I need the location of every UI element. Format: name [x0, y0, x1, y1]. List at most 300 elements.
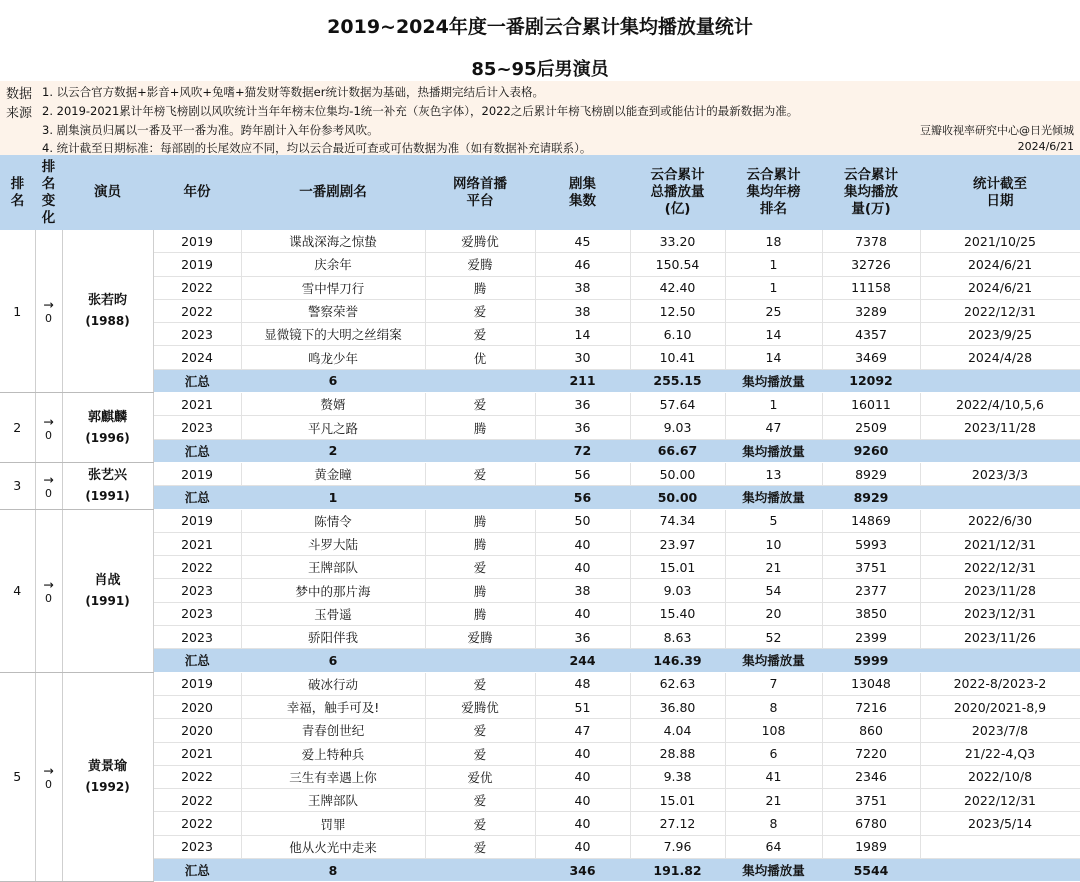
- year-cell: 2023: [153, 416, 241, 439]
- drama-title-cell: 玉骨遥: [241, 602, 425, 625]
- summary-count: 2: [241, 439, 425, 462]
- avg-rank-cell: 8: [725, 695, 822, 718]
- summary-episodes: 346: [535, 859, 630, 882]
- total-views-cell: 9.03: [630, 579, 725, 602]
- header-rank: [0, 155, 35, 230]
- total-views-cell: 57.64: [630, 393, 725, 416]
- episodes-cell: 36: [535, 626, 630, 649]
- avg-views-cell: 2509: [822, 416, 920, 439]
- header-label: 云合累计集均播放量(万): [844, 167, 898, 217]
- table-row: [0, 695, 1080, 718]
- platform-cell: 爱: [425, 299, 535, 322]
- avg-views-cell: 3469: [822, 346, 920, 369]
- avg-views-cell: 4357: [822, 323, 920, 346]
- avg-rank-cell: 14: [725, 323, 822, 346]
- summary-row: [0, 369, 1080, 392]
- platform-cell: 爱腾优: [425, 695, 535, 718]
- episodes-cell: 40: [535, 602, 630, 625]
- table-row: [0, 602, 1080, 625]
- stats-table: [0, 155, 1080, 882]
- total-views-cell: 33.20: [630, 230, 725, 253]
- total-views-cell: 12.50: [630, 299, 725, 322]
- drama-title-cell: 爱上特种兵: [241, 742, 425, 765]
- summary-count: 6: [241, 369, 425, 392]
- arrow-right-icon: →: [43, 576, 54, 592]
- avg-rank-cell: 21: [725, 789, 822, 812]
- actor-birth-year: (1988): [85, 314, 130, 329]
- platform-cell: 优: [425, 346, 535, 369]
- table-row: [0, 416, 1080, 439]
- platform-cell: 腾: [425, 602, 535, 625]
- actor-cell: [62, 462, 153, 509]
- summary-platform: [425, 649, 535, 672]
- episodes-cell: 47: [535, 719, 630, 742]
- avg-views-cell: 3289: [822, 299, 920, 322]
- year-cell: 2023: [153, 835, 241, 858]
- actor-birth-year: (1992): [85, 779, 130, 794]
- drama-title-cell: 显微镜下的大明之丝绢案: [241, 323, 425, 346]
- header-total-views: [630, 155, 725, 230]
- summary-avg: 8929: [822, 486, 920, 509]
- note-line: 4. 统计截至日期标准：每部剧的长尾效应不同，均以云合最近可查或可估数据为准（如有数据补充请联系）。: [42, 141, 592, 155]
- table-row: [0, 299, 1080, 322]
- avg-rank-cell: 10: [725, 532, 822, 555]
- drama-title-cell: 破冰行动: [241, 672, 425, 695]
- change-value: 0: [45, 486, 52, 500]
- total-views-cell: 15.01: [630, 789, 725, 812]
- cutoff-date-cell: [920, 835, 1080, 858]
- drama-title-cell: 陈情令: [241, 509, 425, 532]
- total-views-cell: 15.40: [630, 602, 725, 625]
- cutoff-date-cell: 2023/5/14: [920, 812, 1080, 835]
- table-row: [0, 556, 1080, 579]
- episodes-cell: 30: [535, 346, 630, 369]
- cutoff-date-cell: 2022/10/8: [920, 765, 1080, 788]
- cutoff-date-cell: 21/22-4,Q3: [920, 742, 1080, 765]
- table-row: [0, 672, 1080, 695]
- avg-rank-cell: 1: [725, 253, 822, 276]
- table-row: [0, 789, 1080, 812]
- header-avg-rank: [725, 155, 822, 230]
- rank-change-cell: [35, 393, 62, 463]
- header-label: 剧集集数: [569, 175, 596, 209]
- actor-birth-year: (1991): [85, 488, 130, 503]
- summary-row: [0, 486, 1080, 509]
- avg-views-cell: 8929: [822, 462, 920, 485]
- arrow-right-icon: →: [43, 413, 54, 429]
- header-avg-views: [822, 155, 920, 230]
- episodes-cell: 14: [535, 323, 630, 346]
- summary-avg: 12092: [822, 369, 920, 392]
- avg-rank-cell: 20: [725, 602, 822, 625]
- avg-views-cell: 14869: [822, 509, 920, 532]
- avg-views-cell: 7216: [822, 695, 920, 718]
- avg-rank-cell: 54: [725, 579, 822, 602]
- table-row: [0, 532, 1080, 555]
- avg-rank-cell: 52: [725, 626, 822, 649]
- cutoff-date-cell: 2020/2021-8,9: [920, 695, 1080, 718]
- note-line: 1. 以云合官方数据+影音+风吹+兔嗜+猫发财等数据er统计数据为基础，热播期完结后计入表格。: [42, 85, 544, 99]
- year-cell: 2021: [153, 532, 241, 555]
- summary-count: 1: [241, 486, 425, 509]
- avg-views-cell: 2377: [822, 579, 920, 602]
- avg-views-cell: 2346: [822, 765, 920, 788]
- avg-views-cell: 1989: [822, 835, 920, 858]
- total-views-cell: 28.88: [630, 742, 725, 765]
- avg-views-cell: 13048: [822, 672, 920, 695]
- year-cell: 2019: [153, 230, 241, 253]
- summary-total: 191.82: [630, 859, 725, 882]
- year-cell: 2022: [153, 765, 241, 788]
- avg-rank-cell: 1: [725, 276, 822, 299]
- total-views-cell: 74.34: [630, 509, 725, 532]
- total-views-cell: 9.03: [630, 416, 725, 439]
- episodes-cell: 45: [535, 230, 630, 253]
- total-views-cell: 8.63: [630, 626, 725, 649]
- summary-avg-label: 集均播放量: [725, 439, 822, 462]
- header-platform: [425, 155, 535, 230]
- table-row: [0, 276, 1080, 299]
- year-cell: 2023: [153, 626, 241, 649]
- avg-rank-cell: 8: [725, 812, 822, 835]
- platform-cell: 爱: [425, 789, 535, 812]
- avg-views-cell: 16011: [822, 393, 920, 416]
- rank-change-cell: [35, 462, 62, 509]
- actor-name: 肖战: [94, 572, 121, 588]
- avg-rank-cell: 108: [725, 719, 822, 742]
- table-row: [0, 742, 1080, 765]
- cutoff-date-cell: 2023/12/31: [920, 602, 1080, 625]
- summary-episodes: 244: [535, 649, 630, 672]
- total-views-cell: 4.04: [630, 719, 725, 742]
- total-views-cell: 150.54: [630, 253, 725, 276]
- year-cell: 2019: [153, 509, 241, 532]
- platform-cell: 爱: [425, 835, 535, 858]
- drama-title-cell: 谍战深海之惊蛰: [241, 230, 425, 253]
- avg-rank-cell: 41: [725, 765, 822, 788]
- rank-cell: 4: [0, 509, 35, 672]
- header-label: 统计截至日期: [973, 175, 1027, 209]
- platform-cell: 爱: [425, 719, 535, 742]
- avg-rank-cell: 18: [725, 230, 822, 253]
- year-cell: 2022: [153, 556, 241, 579]
- avg-rank-cell: 5: [725, 509, 822, 532]
- year-cell: 2019: [153, 253, 241, 276]
- total-views-cell: 9.38: [630, 765, 725, 788]
- platform-cell: 腾: [425, 276, 535, 299]
- summary-platform: [425, 859, 535, 882]
- total-views-cell: 7.96: [630, 835, 725, 858]
- table-row: [0, 230, 1080, 253]
- actor-cell: [62, 509, 153, 672]
- change-value: 0: [45, 777, 52, 791]
- drama-title-cell: 警察荣誉: [241, 299, 425, 322]
- actor-cell: [62, 393, 153, 463]
- avg-rank-cell: 64: [725, 835, 822, 858]
- episodes-cell: 51: [535, 695, 630, 718]
- summary-platform: [425, 439, 535, 462]
- avg-views-cell: 7378: [822, 230, 920, 253]
- header-label: 演员: [94, 184, 121, 200]
- summary-row: [0, 859, 1080, 882]
- summary-label: 汇总: [153, 649, 241, 672]
- summary-avg: 9260: [822, 439, 920, 462]
- platform-cell: 爱: [425, 672, 535, 695]
- year-cell: 2023: [153, 323, 241, 346]
- rank-change-cell: [35, 672, 62, 882]
- platform-cell: 腾: [425, 416, 535, 439]
- episodes-cell: 38: [535, 276, 630, 299]
- summary-label: 汇总: [153, 486, 241, 509]
- cutoff-date-cell: 2024/6/21: [920, 276, 1080, 299]
- table-row: [0, 509, 1080, 532]
- drama-title-cell: 三生有幸遇上你: [241, 765, 425, 788]
- avg-rank-cell: 13: [725, 462, 822, 485]
- year-cell: 2024: [153, 346, 241, 369]
- cutoff-date-cell: 2022/6/30: [920, 509, 1080, 532]
- year-cell: 2022: [153, 299, 241, 322]
- episodes-cell: 40: [535, 532, 630, 555]
- drama-title-cell: 梦中的那片海: [241, 579, 425, 602]
- total-views-cell: 6.10: [630, 323, 725, 346]
- actor-name: 黄景瑜: [87, 758, 127, 774]
- episodes-cell: 48: [535, 672, 630, 695]
- summary-date: [920, 439, 1080, 462]
- avg-rank-cell: 21: [725, 556, 822, 579]
- platform-cell: 爱: [425, 462, 535, 485]
- year-cell: 2020: [153, 695, 241, 718]
- drama-title-cell: 黄金瞳: [241, 462, 425, 485]
- cutoff-date-cell: 2022/4/10,5,6: [920, 393, 1080, 416]
- total-views-cell: 36.80: [630, 695, 725, 718]
- table-row: [0, 765, 1080, 788]
- actor-cell: [62, 672, 153, 882]
- year-cell: 2021: [153, 742, 241, 765]
- cutoff-date-cell: 2023/9/25: [920, 323, 1080, 346]
- cutoff-date-cell: 2023/11/28: [920, 579, 1080, 602]
- header-episodes: [535, 155, 630, 230]
- cutoff-date-cell: 2023/11/28: [920, 416, 1080, 439]
- total-views-cell: 27.12: [630, 812, 725, 835]
- episodes-cell: 40: [535, 742, 630, 765]
- avg-views-cell: 32726: [822, 253, 920, 276]
- actor-birth-year: (1991): [85, 593, 130, 608]
- summary-date: [920, 369, 1080, 392]
- episodes-cell: 40: [535, 812, 630, 835]
- summary-total: 50.00: [630, 486, 725, 509]
- platform-cell: 爱: [425, 393, 535, 416]
- cutoff-date-cell: 2024/4/28: [920, 346, 1080, 369]
- drama-title-cell: 平凡之路: [241, 416, 425, 439]
- drama-title-cell: 赘婿: [241, 393, 425, 416]
- notes-panel: [0, 81, 1080, 155]
- summary-avg: 5544: [822, 859, 920, 882]
- platform-cell: 爱腾优: [425, 230, 535, 253]
- table-row: [0, 812, 1080, 835]
- avg-rank-cell: 6: [725, 742, 822, 765]
- header-label: 年份: [183, 184, 211, 200]
- summary-label: 汇总: [153, 369, 241, 392]
- avg-rank-cell: 47: [725, 416, 822, 439]
- cutoff-date-cell: 2022-8/2023-2: [920, 672, 1080, 695]
- header-label: 网络首播平台: [453, 175, 507, 209]
- cutoff-date-cell: 2024/6/21: [920, 253, 1080, 276]
- year-cell: 2019: [153, 672, 241, 695]
- summary-count: 8: [241, 859, 425, 882]
- episodes-cell: 38: [535, 299, 630, 322]
- note-line: 3. 剧集演员归属以一番及平一番为准。跨年剧计入年份参考风吹。: [42, 123, 379, 137]
- rank-cell: 3: [0, 462, 35, 509]
- drama-title-cell: 王牌部队: [241, 556, 425, 579]
- cutoff-date-cell: 2022/12/31: [920, 789, 1080, 812]
- episodes-cell: 38: [535, 579, 630, 602]
- summary-avg-label: 集均播放量: [725, 859, 822, 882]
- summary-platform: [425, 369, 535, 392]
- avg-views-cell: 7220: [822, 742, 920, 765]
- drama-title-cell: 骄阳伴我: [241, 626, 425, 649]
- summary-avg-label: 集均播放量: [725, 649, 822, 672]
- avg-rank-cell: 1: [725, 393, 822, 416]
- cutoff-date-cell: 2021/12/31: [920, 532, 1080, 555]
- header-rank-change: [35, 155, 62, 230]
- actor-birth-year: (1996): [85, 430, 130, 445]
- year-cell: 2019: [153, 462, 241, 485]
- page-subtitle: 85~95后男演员: [471, 59, 609, 80]
- summary-total: 146.39: [630, 649, 725, 672]
- episodes-cell: 40: [535, 765, 630, 788]
- platform-cell: 爱: [425, 556, 535, 579]
- total-views-cell: 15.01: [630, 556, 725, 579]
- header-drama-title: [241, 155, 425, 230]
- table-row: [0, 462, 1080, 485]
- avg-rank-cell: 7: [725, 672, 822, 695]
- cutoff-date-cell: 2023/11/26: [920, 626, 1080, 649]
- actor-name: 张艺兴: [87, 467, 127, 483]
- summary-avg-label: 集均播放量: [725, 486, 822, 509]
- table-row: [0, 579, 1080, 602]
- rank-cell: 5: [0, 672, 35, 882]
- avg-views-cell: 5993: [822, 532, 920, 555]
- avg-rank-cell: 25: [725, 299, 822, 322]
- platform-cell: 爱优: [425, 765, 535, 788]
- summary-total: 66.67: [630, 439, 725, 462]
- drama-title-cell: 幸福，触手可及!: [241, 695, 425, 718]
- summary-date: [920, 649, 1080, 672]
- summary-row: [0, 439, 1080, 462]
- change-value: 0: [45, 428, 52, 442]
- avg-views-cell: 3850: [822, 602, 920, 625]
- total-views-cell: 10.41: [630, 346, 725, 369]
- total-views-cell: 50.00: [630, 462, 725, 485]
- cutoff-date-cell: 2022/12/31: [920, 299, 1080, 322]
- source-credit: 豆瓣收视率研究中心@日光倾城: [920, 124, 1074, 137]
- summary-row: [0, 649, 1080, 672]
- stats-date: 2024/6/21: [1017, 140, 1074, 153]
- avg-views-cell: 11158: [822, 276, 920, 299]
- table-row: [0, 253, 1080, 276]
- total-views-cell: 23.97: [630, 532, 725, 555]
- summary-label: 汇总: [153, 439, 241, 462]
- table-row: [0, 835, 1080, 858]
- episodes-cell: 46: [535, 253, 630, 276]
- summary-count: 6: [241, 649, 425, 672]
- header-label: 一番剧剧名: [299, 184, 367, 200]
- summary-episodes: 56: [535, 486, 630, 509]
- header-row: [0, 155, 1080, 230]
- summary-episodes: 211: [535, 369, 630, 392]
- summary-date: [920, 486, 1080, 509]
- actor-cell: [62, 230, 153, 393]
- actor-name: 郭麒麟: [87, 409, 127, 425]
- header-cutoff-date: [920, 155, 1080, 230]
- total-views-cell: 62.63: [630, 672, 725, 695]
- platform-cell: 腾: [425, 579, 535, 602]
- avg-rank-cell: 14: [725, 346, 822, 369]
- avg-views-cell: 2399: [822, 626, 920, 649]
- arrow-right-icon: →: [43, 762, 54, 778]
- platform-cell: 爱: [425, 812, 535, 835]
- table-row: [0, 393, 1080, 416]
- platform-cell: 爱: [425, 323, 535, 346]
- drama-title-cell: 庆余年: [241, 253, 425, 276]
- year-cell: 2022: [153, 812, 241, 835]
- cutoff-date-cell: 2021/10/25: [920, 230, 1080, 253]
- page-title: 2019~2024年度一番剧云合累计集均播放量统计: [327, 16, 753, 38]
- summary-avg-label: 集均播放量: [725, 369, 822, 392]
- drama-title-cell: 斗罗大陆: [241, 532, 425, 555]
- header-label: 云合累计总播放量(亿): [650, 167, 705, 217]
- summary-avg: 5999: [822, 649, 920, 672]
- episodes-cell: 40: [535, 789, 630, 812]
- year-cell: 2020: [153, 719, 241, 742]
- change-value: 0: [45, 312, 52, 326]
- episodes-cell: 40: [535, 556, 630, 579]
- header-year: [153, 155, 241, 230]
- header-label: 排名: [10, 175, 25, 209]
- episodes-cell: 36: [535, 416, 630, 439]
- episodes-cell: 36: [535, 393, 630, 416]
- episodes-cell: 40: [535, 835, 630, 858]
- cutoff-date-cell: 2023/7/8: [920, 719, 1080, 742]
- header-label: 云合累计集均年榜排名: [746, 167, 801, 217]
- header-label: 排名变化: [41, 158, 56, 226]
- arrow-right-icon: →: [43, 471, 54, 487]
- year-cell: 2022: [153, 789, 241, 812]
- cutoff-date-cell: 2022/12/31: [920, 556, 1080, 579]
- table-row: [0, 346, 1080, 369]
- platform-cell: 腾: [425, 532, 535, 555]
- avg-views-cell: 3751: [822, 789, 920, 812]
- summary-total: 255.15: [630, 369, 725, 392]
- avg-views-cell: 6780: [822, 812, 920, 835]
- cutoff-date-cell: 2023/3/3: [920, 462, 1080, 485]
- year-cell: 2023: [153, 579, 241, 602]
- drama-title-cell: 罚罪: [241, 812, 425, 835]
- platform-cell: 腾: [425, 509, 535, 532]
- drama-title-cell: 他从火光中走来: [241, 835, 425, 858]
- year-cell: 2022: [153, 276, 241, 299]
- summary-platform: [425, 486, 535, 509]
- arrow-right-icon: →: [43, 297, 54, 313]
- notes-label-source: 来源: [6, 106, 33, 121]
- rank-cell: 2: [0, 393, 35, 463]
- drama-title-cell: 雪中悍刀行: [241, 276, 425, 299]
- rank-cell: 1: [0, 230, 35, 393]
- note-line: 2. 2019-2021累计年榜飞榜剧以风吹统计当年年榜末位集均-1统一补充（灰色字体），2022之后累计年榜飞榜剧以能查到或能估计的最新数据为准。: [42, 104, 799, 118]
- avg-views-cell: 3751: [822, 556, 920, 579]
- notes-label-data: 数据: [6, 87, 33, 102]
- drama-title-cell: 王牌部队: [241, 789, 425, 812]
